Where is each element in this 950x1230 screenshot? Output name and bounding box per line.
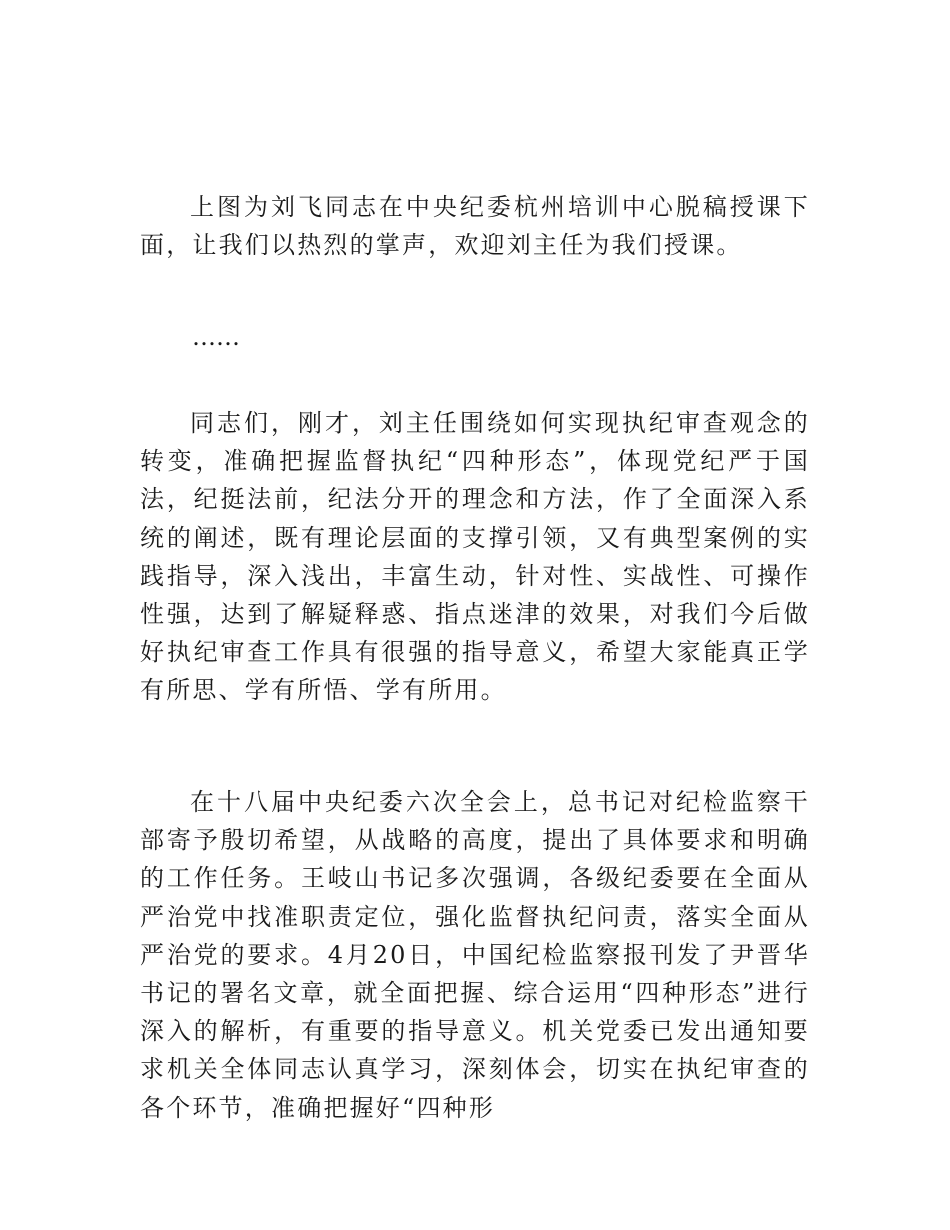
paragraph-summary: 同志们，刚才，刘主任围绕如何实现执纪审查观念的转变，准确把握监督执纪“四种形态”，体现党纪严于国法，纪挺法前，纪法分开的理念和方法，作了全面深入系统的阐述，既有理论层面的支撑引领，又有典型案例的实践指导，深入浅出，丰富生动，针对性、实战性、可操作性强，达到了解疑释惑、指点迷津的效果，对我们今后做好执纪审查工作具有很强的指导意义，希望大家能真正学有所思、学有所悟、学有所用。 (140, 409, 810, 705)
paragraph-requirements: 在十八届中央纪委六次全会上，总书记对纪检监察干部寄予殷切希望，从战略的高度，提出了具体要求和明确的工作任务。王岐山书记多次强调，各级纪委要在全面从严治党中找准职责定位，强化监督执纪问责，落实全面从严治党的要求。4月20日，中国纪检监察报刊发了尹晋华书记的署名文章，就全面把握、综合运用“四种形态”进行深入的解析，有重要的指导意义。机关党委已发出通知要求机关全体同志认真学习，深刻体会，切实在执纪审查的各个环节，准确把握好“四种形 (140, 788, 810, 1122)
paragraph-ellipsis: …… (192, 323, 240, 351)
paragraph-intro: 上图为刘飞同志在中央纪委杭州培训中心脱稿授课下面，让我们以热烈的掌声，欢迎刘主任为我们授课。 (140, 193, 810, 260)
